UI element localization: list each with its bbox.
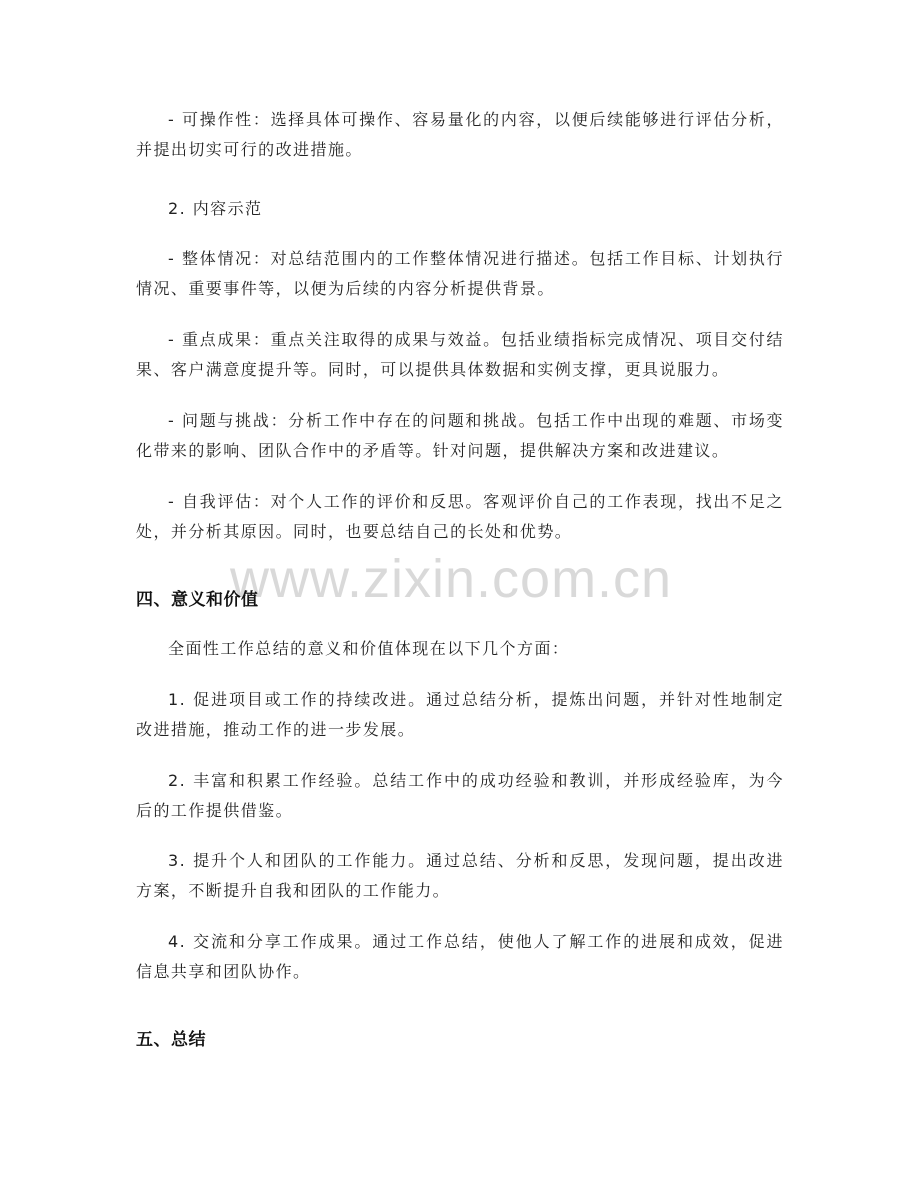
list-item-2: 2. 丰富和积累工作经验。总结工作中的成功经验和教训，并形成经验库，为今后的工作提供借鉴。 — [136, 771, 784, 820]
list-item-3: 3. 提升个人和团队的工作能力。通过总结、分析和反思，发现问题，提出改进方案，不断提升自我和团队的工作能力。 — [136, 851, 784, 900]
paragraph-problems-challenges: - 问题与挑战：分析工作中存在的问题和挑战。包括工作中出现的难题、市场变化带来的影响、团队合作中的矛盾等。针对问题，提供解决方案和改进建议。 — [136, 411, 784, 460]
list-item-1: 1. 促进项目或工作的持续改进。通过总结分析，提炼出问题，并针对性地制定改进措施，推动工作的进一步发展。 — [136, 690, 784, 739]
paragraph-key-results: - 重点成果：重点关注取得的成果与效益。包括业绩指标完成情况、项目交付结果、客户满意度提升等。同时，可以提供具体数据和实例支撑，更具说服力。 — [136, 330, 784, 379]
watermark: www.zixin.com.cn — [230, 549, 673, 609]
paragraph-overall-situation: - 整体情况：对总结范围内的工作整体情况进行描述。包括工作目标、计划执行情况、重要事件等，以便为后续的内容分析提供背景。 — [136, 249, 784, 298]
list-item-4: 4. 交流和分享工作成果。通过工作总结，使他人了解工作的进展和成效，促进信息共享和团队协作。 — [136, 932, 784, 981]
paragraph-operability: - 可操作性：选择具体可操作、容易量化的内容，以便后续能够进行评估分析，并提出切实可行的改进措施。 — [136, 110, 784, 159]
paragraph-self-assessment: - 自我评估：对个人工作的评价和反思。客观评价自己的工作表现，找出不足之处，并分析其原因。同时，也要总结自己的长处和优势。 — [136, 492, 784, 541]
section-four-title: 四、意义和价值 — [136, 590, 259, 610]
section-four-intro: 全面性工作总结的意义和价值体现在以下几个方面： — [168, 639, 570, 658]
subheading-content-example: 2. 内容示范 — [168, 199, 263, 218]
section-five-title: 五、总结 — [136, 1030, 206, 1050]
